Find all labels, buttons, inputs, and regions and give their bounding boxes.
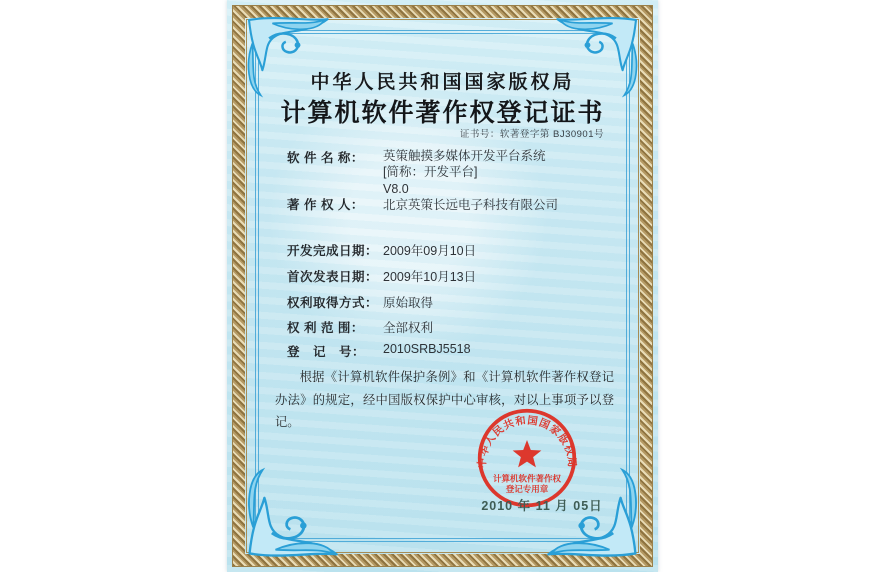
certificate-title: 计算机软件著作权登记证书 bbox=[280, 99, 605, 127]
field-row-software-name bbox=[287, 148, 628, 197]
field-value bbox=[383, 148, 546, 197]
field-label: 权 利 范 围： bbox=[287, 321, 364, 335]
seal-ring-text: 中华人民共和国国家版权局 bbox=[477, 415, 577, 469]
field-value: 原始取得 bbox=[383, 296, 434, 310]
authority-title: 中华人民共和国国家版权局 bbox=[310, 72, 575, 93]
software-name: 英策触摸多媒体开发平台系统 bbox=[383, 149, 546, 163]
field-row-registration-number bbox=[287, 342, 628, 360]
certificate-number: 证书号：软著登字第 BJ30901号 bbox=[459, 129, 604, 140]
field-label: 开发完成日期： bbox=[287, 244, 379, 258]
field-label: 权利取得方式： bbox=[287, 296, 379, 310]
software-short-name: [简称：开发平台] bbox=[383, 165, 478, 180]
seal-line2: 登记专用章 bbox=[505, 484, 549, 495]
field-label: 著 作 权 人： bbox=[287, 198, 364, 212]
official-seal bbox=[475, 406, 579, 510]
field-row-rights-acquisition bbox=[287, 293, 628, 311]
field-label: 首次发表日期： bbox=[287, 270, 379, 284]
field-row-completion-date bbox=[287, 241, 628, 259]
field-row-rights-scope bbox=[287, 318, 628, 336]
field-value: 2009年09月10日 bbox=[383, 244, 477, 258]
field-value: 全部权利 bbox=[383, 321, 434, 335]
star-icon bbox=[513, 440, 542, 467]
field-row-first-publication-date bbox=[287, 267, 628, 285]
certificate bbox=[227, 0, 658, 572]
software-version: V8.0 bbox=[383, 181, 409, 196]
field-value: 北京英策长远电子科技有限公司 bbox=[383, 198, 559, 212]
field-value: 2009年10月13日 bbox=[383, 270, 477, 284]
field-value: 2010SRBJ5518 bbox=[383, 342, 471, 356]
seal-line1: 计算机软件著作权 bbox=[492, 473, 562, 484]
registration-statement: 根据《计算机软件保护条例》和《计算机软件著作权登记办法》的规定，经中国版权保护中心审核，对以上事项予以登记。 bbox=[275, 370, 614, 430]
issue-date: 2010 年 11 月 05日 bbox=[481, 499, 603, 513]
field-label: 软 件 名 称： bbox=[287, 151, 364, 165]
field-label: 登 记 号： bbox=[287, 345, 366, 359]
certificate-content bbox=[227, 0, 658, 572]
field-row-copyright-owner bbox=[287, 195, 628, 213]
